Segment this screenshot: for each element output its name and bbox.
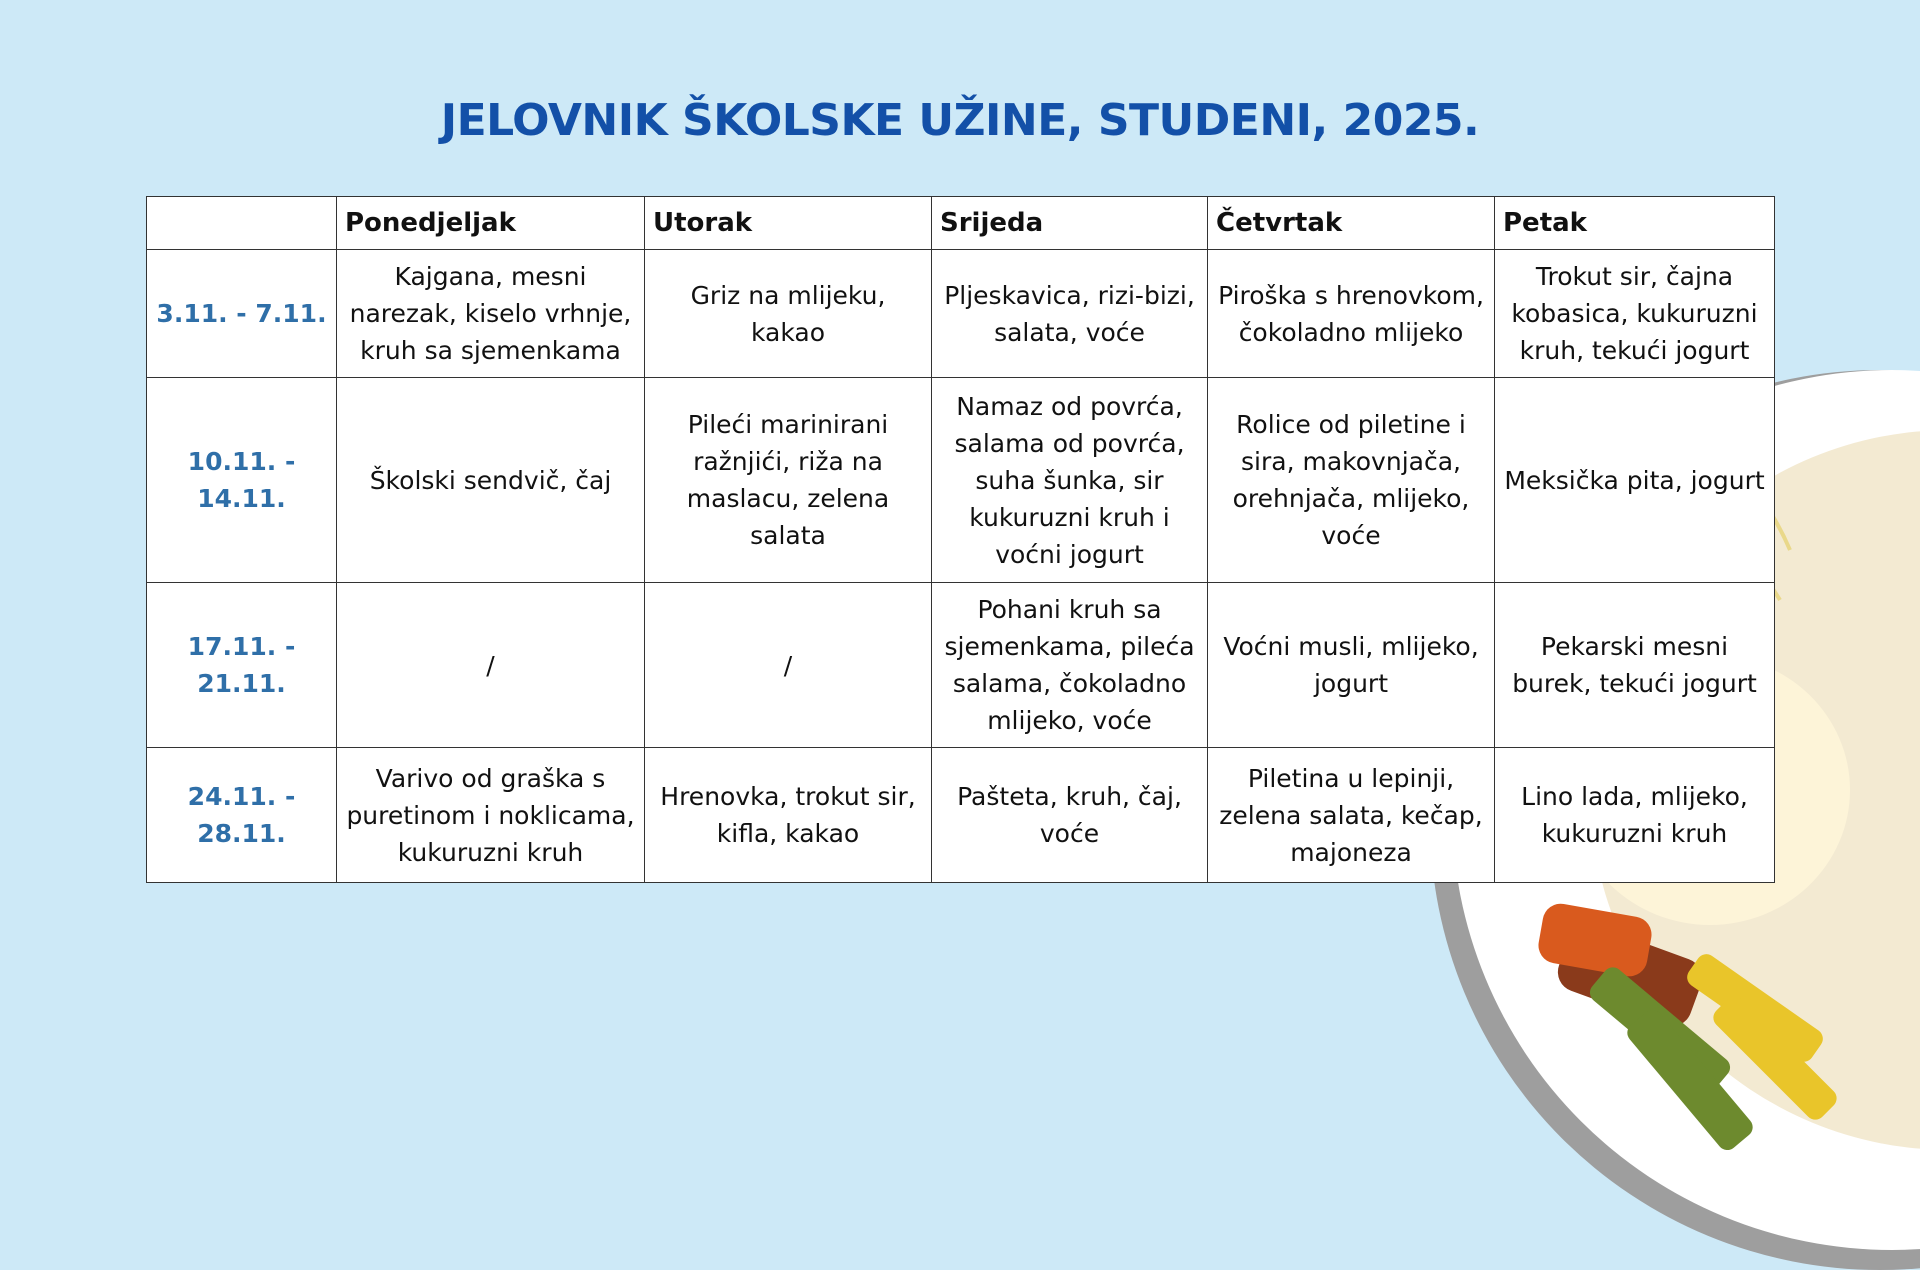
menu-cell: Lino lada, mlijeko, kukuruzni kruh <box>1495 748 1775 883</box>
menu-cell: Školski sendvič, čaj <box>337 378 645 583</box>
table-header-row <box>147 197 1775 250</box>
week-label: 17.11. - 21.11. <box>147 583 337 748</box>
menu-cell: Varivo od graška s puretinom i noklicama, kukuruzni kruh <box>337 748 645 883</box>
menu-cell: Piletina u lepinji, zelena salata, kečap, majoneza <box>1208 748 1495 883</box>
header-empty-cell <box>147 197 337 250</box>
header-wednesday: Srijeda <box>932 197 1208 250</box>
menu-cell: Kajgana, mesni narezak, kiselo vrhnje, kruh sa sjemenkama <box>337 250 645 378</box>
week-label: 24.11. - 28.11. <box>147 748 337 883</box>
menu-cell: Pljeskavica, rizi-bizi, salata, voće <box>932 250 1208 378</box>
menu-cell: Pašteta, kruh, čaj, voće <box>932 748 1208 883</box>
menu-cell: Voćni musli, mlijeko, jogurt <box>1208 583 1495 748</box>
menu-cell: Hrenovka, trokut sir, kifla, kakao <box>645 748 932 883</box>
menu-cell: Meksička pita, jogurt <box>1495 378 1775 583</box>
menu-cell: Piroška s hrenovkom, čokoladno mlijeko <box>1208 250 1495 378</box>
menu-cell: Griz na mlijeku, kakao <box>645 250 932 378</box>
menu-cell: Rolice od piletine i sira, makovnjača, orehnjača, mlijeko, voće <box>1208 378 1495 583</box>
menu-cell: Trokut sir, čajna kobasica, kukuruzni kruh, tekući jogurt <box>1495 250 1775 378</box>
table-row <box>147 583 1775 748</box>
menu-cell: Pohani kruh sa sjemenkama, pileća salama, čokoladno mlijeko, voće <box>932 583 1208 748</box>
table-row <box>147 378 1775 583</box>
week-label: 10.11. - 14.11. <box>147 378 337 583</box>
header-friday: Petak <box>1495 197 1775 250</box>
header-tuesday: Utorak <box>645 197 932 250</box>
menu-cell: Pileći marinirani ražnjići, riža na maslacu, zelena salata <box>645 378 932 583</box>
table-row <box>147 250 1775 378</box>
menu-cell: / <box>645 583 932 748</box>
menu-cell: Namaz od povrća, salama od povrća, suha šunka, sir kukuruzni kruh i voćni jogurt <box>932 378 1208 583</box>
page-title: JELOVNIK ŠKOLSKE UŽINE, STUDENI, 2025. <box>440 95 1480 146</box>
menu-cell: Pekarski mesni burek, tekući jogurt <box>1495 583 1775 748</box>
table-row <box>147 748 1775 883</box>
header-monday: Ponedjeljak <box>337 197 645 250</box>
header-thursday: Četvrtak <box>1208 197 1495 250</box>
menu-cell: / <box>337 583 645 748</box>
week-label: 3.11. - 7.11. <box>147 250 337 378</box>
menu-table <box>146 196 1775 883</box>
